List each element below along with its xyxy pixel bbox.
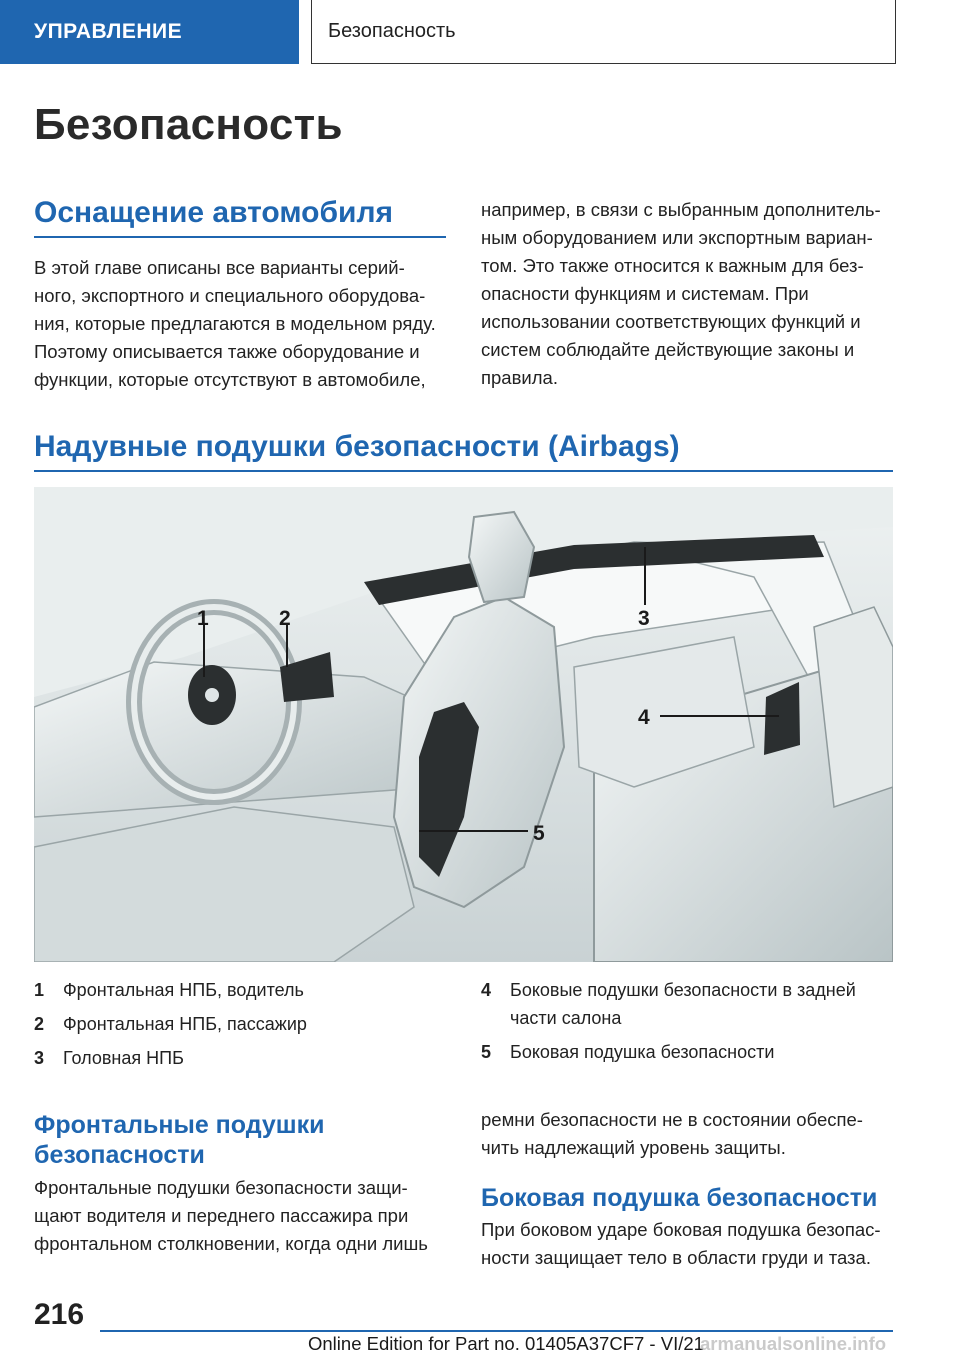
heading-line: безопасности — [34, 1141, 205, 1169]
callout-5: 5 — [533, 822, 545, 845]
legend-item — [481, 1038, 901, 1066]
legend-item — [34, 976, 454, 1004]
equipment-heading: Оснащение автомобиля — [34, 196, 394, 229]
text-line: В этой главе описаны все варианты серий- — [34, 257, 405, 278]
footer-rule — [100, 1330, 893, 1332]
page-title: Безопасность — [34, 100, 343, 149]
airbags-heading: Надувные подушки безопасности (Airbags) — [34, 430, 680, 463]
legend-item — [34, 1044, 454, 1072]
text-line: правила. — [481, 367, 558, 388]
equipment-heading-rule — [34, 236, 446, 238]
frontal-text — [34, 1174, 454, 1258]
text-line: щают водителя и переднего пассажира при — [34, 1205, 409, 1226]
watermark: armanualsonline.info — [700, 1333, 887, 1354]
text-line: При боковом ударе боковая подушка безопас- — [481, 1219, 881, 1240]
text-line: том. Это также относится к важным для без- — [481, 255, 864, 276]
legend-left — [34, 976, 454, 1078]
callout-4: 4 — [638, 706, 650, 729]
callout-3: 3 — [638, 607, 650, 630]
text-line: ния, которые предлагаются в модельном ряду. — [34, 313, 436, 334]
side-text — [481, 1216, 901, 1272]
text-line: ного, экспортного и специального оборудова- — [34, 285, 426, 306]
text-line: ности защищает тело в области груди и таза. — [481, 1247, 871, 1268]
text-line: фронтальном столкновении, когда одни лишь — [34, 1233, 428, 1254]
equipment-text-col2 — [481, 196, 901, 392]
section-label: УПРАВЛЕНИЕ — [34, 20, 183, 43]
text-line: ремни безопасности не в состоянии обеспе- — [481, 1109, 863, 1130]
side-heading: Боковая подушка безопасности — [481, 1184, 878, 1212]
frontal-heading — [34, 1110, 454, 1170]
car-interior-drawing — [34, 487, 893, 962]
text-line: систем соблюдайте действующие законы и — [481, 339, 855, 360]
legend-text — [510, 976, 856, 1032]
legend-text: Боковая подушка безопасности — [510, 1042, 775, 1062]
legend-text-line: Боковые подушки безопасности в задней — [510, 980, 856, 1000]
heading-line: Фронтальные подушки — [34, 1111, 325, 1139]
legend-text: Фронтальная НПБ, водитель — [63, 980, 304, 1000]
airbag-illustration — [34, 487, 893, 962]
legend-right — [481, 976, 901, 1072]
legend-num: 2 — [34, 1014, 45, 1034]
chapter-tab — [311, 0, 896, 64]
equipment-text-col1 — [34, 254, 454, 394]
text-line: например, в связи с выбранным дополнитель- — [481, 199, 881, 220]
text-line: функции, которые отсутствуют в автомобиле, — [34, 369, 426, 390]
text-line: Поэтому описывается также оборудование и — [34, 341, 420, 362]
text-line: использовании соответствующих функций и — [481, 311, 861, 332]
section-tab — [0, 0, 299, 64]
chapter-label: Безопасность — [328, 20, 456, 42]
legend-text-line: части салона — [510, 1008, 622, 1028]
callout-2: 2 — [279, 607, 291, 630]
page-number: 216 — [34, 1298, 85, 1331]
text-line: опасности функциям и системам. При — [481, 283, 809, 304]
footer-edition: Online Edition for Part no. 01405A37CF7 - VI/21 — [308, 1333, 704, 1354]
legend-num: 1 — [34, 980, 45, 1000]
airbags-heading-rule — [34, 470, 893, 472]
legend-item — [481, 976, 901, 1032]
frontal-text-continued — [481, 1106, 901, 1162]
text-line: Фронтальные подушки безопасности защи- — [34, 1177, 408, 1198]
legend-item — [34, 1010, 454, 1038]
text-line: ным оборудованием или экспортным вариан- — [481, 227, 873, 248]
callout-1: 1 — [197, 607, 209, 630]
legend-text: Фронтальная НПБ, пассажир — [63, 1014, 307, 1034]
legend-text: Головная НПБ — [63, 1048, 184, 1068]
legend-num: 5 — [481, 1042, 492, 1062]
legend-num: 4 — [481, 980, 492, 1000]
text-line: чить надлежащий уровень защиты. — [481, 1137, 786, 1158]
legend-num: 3 — [34, 1048, 45, 1068]
